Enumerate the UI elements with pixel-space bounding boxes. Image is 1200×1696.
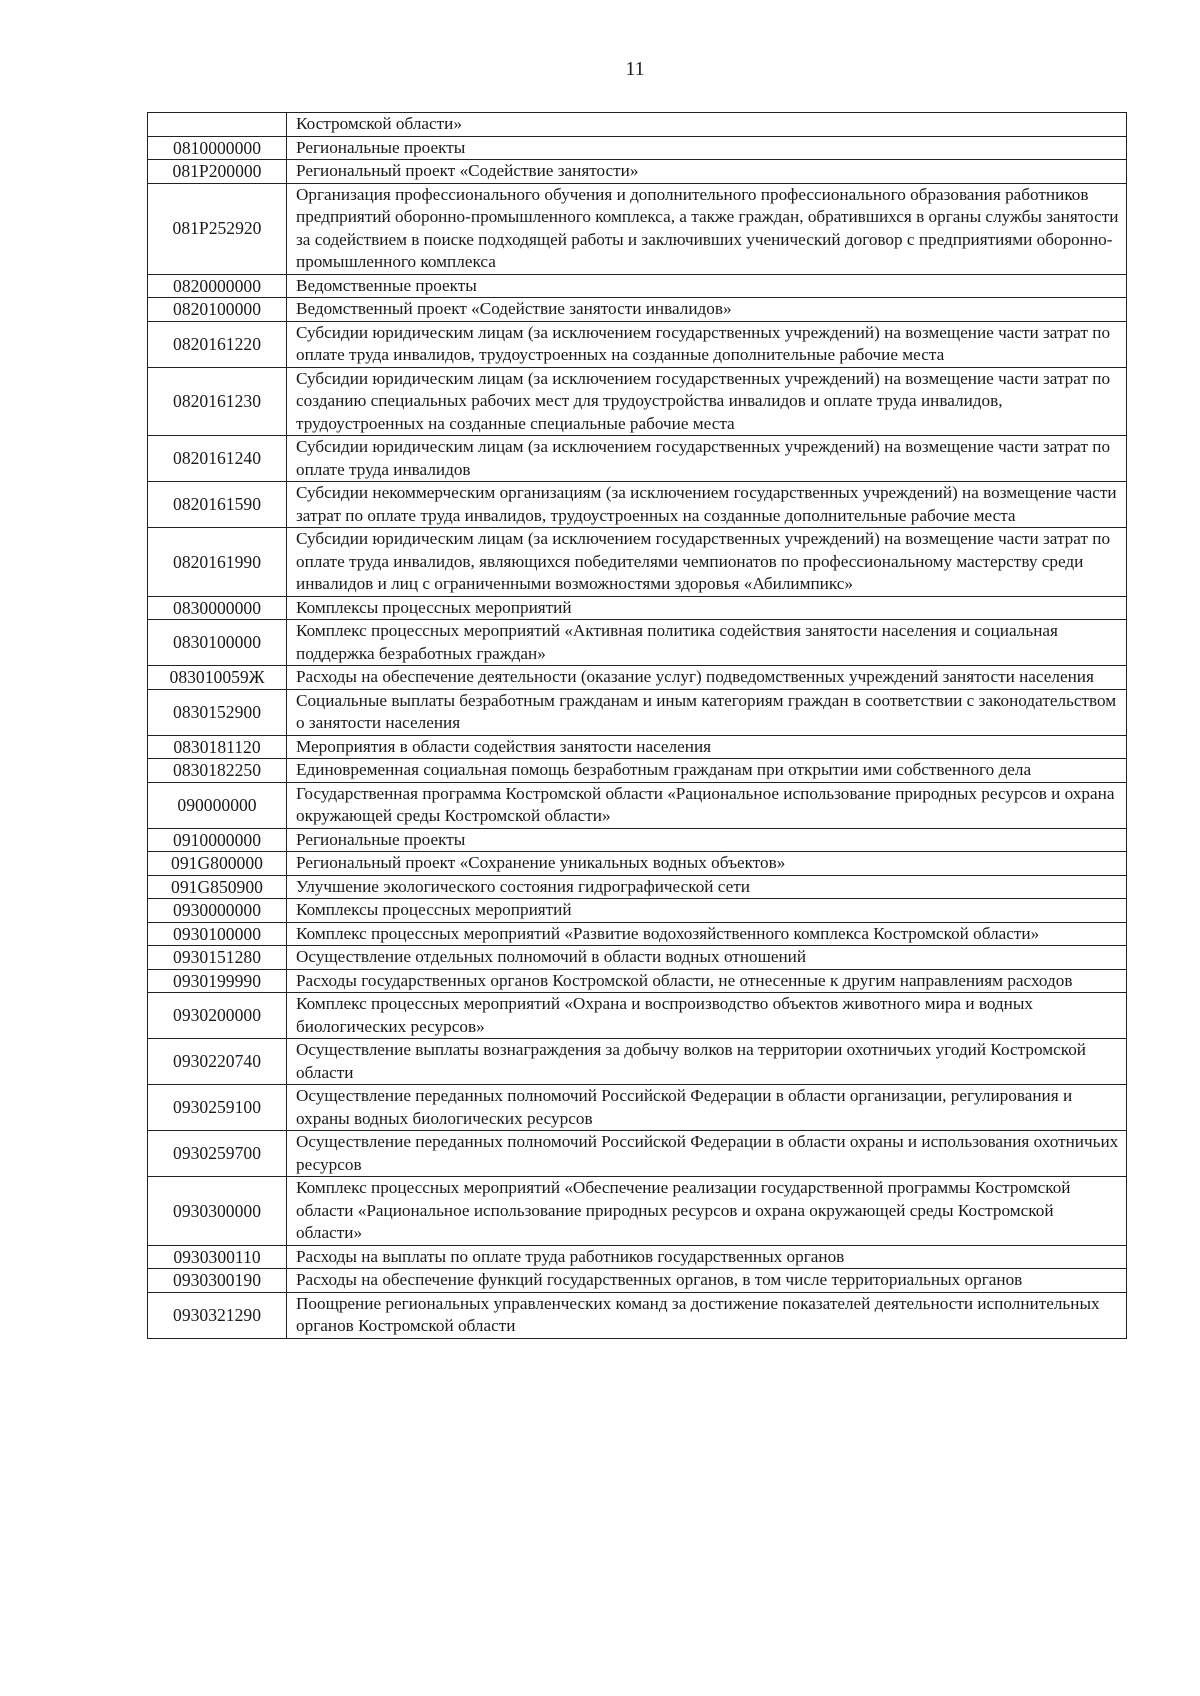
table-row	[148, 620, 1127, 666]
table-row	[148, 183, 1127, 274]
row-description: Субсидии юридическим лицам (за исключением государственных учреждений) на возмещение части затрат по оплате труда инвалидов	[287, 436, 1127, 482]
row-description: Мероприятия в области содействия занятости населения	[287, 735, 1127, 759]
row-code: 090000000	[148, 782, 287, 828]
table-row	[148, 666, 1127, 690]
row-description: Субсидии юридическим лицам (за исключением государственных учреждений) на возмещение части затрат по оплате труда инвалидов, трудоустроенных на созданные дополнительные рабочие места	[287, 321, 1127, 367]
budget-codes-table	[147, 112, 1127, 1339]
row-code: 0820161590	[148, 482, 287, 528]
row-code: 0830000000	[148, 596, 287, 620]
row-code: 0930321290	[148, 1292, 287, 1338]
table-row	[148, 782, 1127, 828]
table-row	[148, 1177, 1127, 1246]
row-description: Государственная программа Костромской области «Рациональное использование природных ресурсов и охрана окружающей среды Костромской области»	[287, 782, 1127, 828]
table-row	[148, 1085, 1127, 1131]
table-row	[148, 482, 1127, 528]
table-row	[148, 993, 1127, 1039]
row-code: 0820161990	[148, 528, 287, 597]
row-description: Субсидии юридическим лицам (за исключением государственных учреждений) на возмещение части затрат по оплате труда инвалидов, являющихся победителями чемпионатов по профессиональному мастерству среди инвалидов и лиц с ограниченными возможностями здоровья «Абилимпикс»	[287, 528, 1127, 597]
row-description: Комплекс процессных мероприятий «Активная политика содействия занятости населения и социальная поддержка безработных граждан»	[287, 620, 1127, 666]
row-code: 091G850900	[148, 875, 287, 899]
row-description: Комплекс процессных мероприятий «Обеспечение реализации государственной программы Костромской области «Рациональное использование природных ресурсов и охрана окружающей среды Костромской области»	[287, 1177, 1127, 1246]
table-row	[148, 1131, 1127, 1177]
row-description: Расходы на обеспечение функций государственных органов, в том числе территориальных органов	[287, 1269, 1127, 1293]
table-row	[148, 969, 1127, 993]
row-code: 0830181120	[148, 735, 287, 759]
row-code: 0830100000	[148, 620, 287, 666]
row-description: Расходы на выплаты по оплате труда работников государственных органов	[287, 1245, 1127, 1269]
row-description: Комплексы процессных мероприятий	[287, 899, 1127, 923]
row-code: 0930220740	[148, 1039, 287, 1085]
row-code: 0930151280	[148, 946, 287, 970]
row-code	[148, 113, 287, 137]
table-row	[148, 828, 1127, 852]
table-row	[148, 298, 1127, 322]
row-description: Социальные выплаты безработным гражданам и иным категориям граждан в соответствии с законодательством о занятости населения	[287, 689, 1127, 735]
table-row	[148, 759, 1127, 783]
row-description: Поощрение региональных управленческих команд за достижение показателей деятельности исполнительных органов Костромской области	[287, 1292, 1127, 1338]
page-number: 11	[625, 58, 645, 80]
row-code: 0930259100	[148, 1085, 287, 1131]
row-code: 0820161240	[148, 436, 287, 482]
row-description: Комплекс процессных мероприятий «Охрана и воспроизводство объектов животного мира и водных биологических ресурсов»	[287, 993, 1127, 1039]
row-code: 0930300110	[148, 1245, 287, 1269]
row-description: Расходы государственных органов Костромской области, не отнесенные к другим направлениям расходов	[287, 969, 1127, 993]
table-row	[148, 113, 1127, 137]
row-description: Единовременная социальная помощь безработным гражданам при открытии ими собственного дела	[287, 759, 1127, 783]
row-description: Осуществление отдельных полномочий в области водных отношений	[287, 946, 1127, 970]
table-row	[148, 367, 1127, 436]
table-row	[148, 596, 1127, 620]
row-description: Субсидии некоммерческим организациям (за исключением государственных учреждений) на возмещение части затрат по оплате труда инвалидов, трудоустроенных на созданные дополнительные рабочие места	[287, 482, 1127, 528]
row-description: Региональный проект «Содействие занятости»	[287, 160, 1127, 184]
row-description: Комплекс процессных мероприятий «Развитие водохозяйственного комплекса Костромской области»	[287, 922, 1127, 946]
table-row	[148, 852, 1127, 876]
table-row	[148, 321, 1127, 367]
table-row	[148, 136, 1127, 160]
row-code: 0820100000	[148, 298, 287, 322]
table-row	[148, 735, 1127, 759]
table-row	[148, 1039, 1127, 1085]
table-row	[148, 160, 1127, 184]
row-code: 0930000000	[148, 899, 287, 923]
table-row	[148, 1292, 1127, 1338]
row-description: Осуществление выплаты вознаграждения за добычу волков на территории охотничьих угодий Костромской области	[287, 1039, 1127, 1085]
row-code: 083010059Ж	[148, 666, 287, 690]
row-code: 0830152900	[148, 689, 287, 735]
table-row	[148, 436, 1127, 482]
table-body	[148, 113, 1127, 1339]
row-code: 0930199990	[148, 969, 287, 993]
row-code: 0810000000	[148, 136, 287, 160]
table-row	[148, 689, 1127, 735]
table-row	[148, 946, 1127, 970]
table-row	[148, 528, 1127, 597]
row-code: 0930200000	[148, 993, 287, 1039]
row-description: Комплексы процессных мероприятий	[287, 596, 1127, 620]
row-code: 0930100000	[148, 922, 287, 946]
table-row	[148, 1245, 1127, 1269]
row-code: 0930300000	[148, 1177, 287, 1246]
row-code: 0930259700	[148, 1131, 287, 1177]
table-row	[148, 1269, 1127, 1293]
table-row	[148, 274, 1127, 298]
row-description: Субсидии юридическим лицам (за исключением государственных учреждений) на возмещение части затрат по созданию специальных рабочих мест для трудоустройства инвалидов и оплате труда инвалидов, трудоустроенных на созданные специальные рабочие места	[287, 367, 1127, 436]
row-description: Костромской области»	[287, 113, 1127, 137]
table-row	[148, 899, 1127, 923]
row-code: 0830182250	[148, 759, 287, 783]
row-description: Региональный проект «Сохранение уникальных водных объектов»	[287, 852, 1127, 876]
row-description: Региональные проекты	[287, 136, 1127, 160]
row-description: Осуществление переданных полномочий Российской Федерации в области охраны и использования охотничьих ресурсов	[287, 1131, 1127, 1177]
row-code: 081P252920	[148, 183, 287, 274]
table-row	[148, 922, 1127, 946]
row-code: 0930300190	[148, 1269, 287, 1293]
row-code: 0820000000	[148, 274, 287, 298]
row-description: Региональные проекты	[287, 828, 1127, 852]
row-description: Улучшение экологического состояния гидрографической сети	[287, 875, 1127, 899]
row-description: Организация профессионального обучения и дополнительного профессионального образования работников предприятий оборонно-промышленного комплекса, а также граждан, обратившихся в органы службы занятости за содействием в поиске подходящей работы и заключивших ученический договор с предприятиями оборонно-промышленного комплекса	[287, 183, 1127, 274]
row-description: Ведомственные проекты	[287, 274, 1127, 298]
row-code: 091G800000	[148, 852, 287, 876]
row-description: Ведомственный проект «Содействие занятости инвалидов»	[287, 298, 1127, 322]
row-description: Расходы на обеспечение деятельности (оказание услуг) подведомственных учреждений занятости населения	[287, 666, 1127, 690]
row-code: 0820161230	[148, 367, 287, 436]
row-code: 081P200000	[148, 160, 287, 184]
row-description: Осуществление переданных полномочий Российской Федерации в области организации, регулирования и охраны водных биологических ресурсов	[287, 1085, 1127, 1131]
table-row	[148, 875, 1127, 899]
row-code: 0910000000	[148, 828, 287, 852]
row-code: 0820161220	[148, 321, 287, 367]
